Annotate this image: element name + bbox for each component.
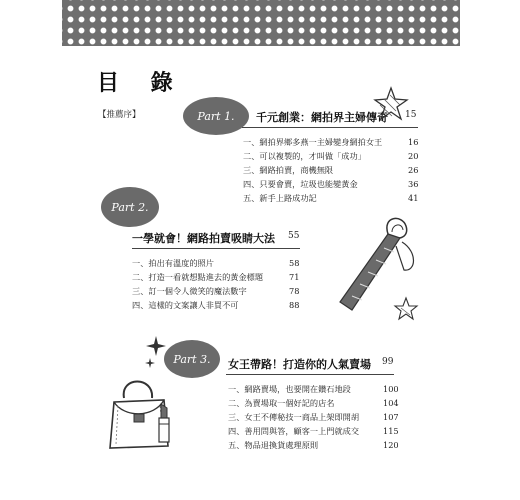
part-3-badge: Part 3. (164, 340, 220, 378)
part-2-badge: Part 2. (101, 187, 159, 227)
part-1-badge: Part 1. (183, 97, 249, 135)
star-doodle-icon (372, 85, 410, 123)
list-item: 一、網拍界鄉多燕一主婦變身網拍女王 16 (243, 137, 419, 147)
part-3-chapter-list (228, 381, 408, 451)
sparkle-icon (144, 336, 166, 370)
preface-label: 【推薦序】 (98, 110, 141, 120)
part-3-heading: 女王帶路！打造你的人氣賣場 (228, 358, 371, 371)
list-item: 五、物品退換貨處理原則 120 (228, 440, 399, 450)
part-1-heading: 千元創業：網拍界主婦傳奇 (256, 111, 388, 124)
list-item: 四、只要會賣，垃圾也能變黃金 36 (243, 179, 419, 189)
page-title: 目 錄 (97, 71, 185, 96)
list-item: 一、拍出有溫度的照片 58 (132, 258, 300, 268)
part-3-rule (226, 374, 394, 375)
part-1-page: 15 (405, 110, 417, 120)
list-item: 一、網路賣場，也要開在鑽石地段 100 (228, 384, 399, 394)
header-dot-band (62, 0, 460, 46)
star-doodle-icon (393, 296, 419, 322)
part-2-rule (132, 248, 300, 249)
list-item: 五、新手上路成功記 41 (243, 193, 419, 203)
list-item: 二、可以複製的，才叫做「成功」 20 (243, 151, 419, 161)
list-item: 四、善用問與答，顧客一上門就成交 115 (228, 426, 399, 436)
part-1-rule (242, 127, 418, 128)
list-item: 四、這樣的文案讓人非買不可 88 (132, 300, 300, 310)
list-item: 三、女王不傳秘技一商品上架即開胡 107 (228, 412, 399, 422)
part-2-heading: 一學就會！網路拍賣吸睛大法 (132, 232, 275, 245)
list-item: 三、訂一個令人微笑的魔法數字 78 (132, 286, 300, 296)
part-2-page: 55 (288, 231, 300, 241)
list-item: 二、打造一看就想點進去的黃金標題 71 (132, 272, 300, 282)
lipstick-illustration (156, 402, 172, 444)
part-1-chapter-list (243, 134, 423, 204)
part-3-page: 99 (382, 357, 394, 367)
part-2-chapter-list (132, 255, 307, 315)
list-item: 二、為賣場取一個好記的店名 104 (228, 398, 399, 408)
list-item: 三、網路拍賣，商機無限 26 (243, 165, 419, 175)
